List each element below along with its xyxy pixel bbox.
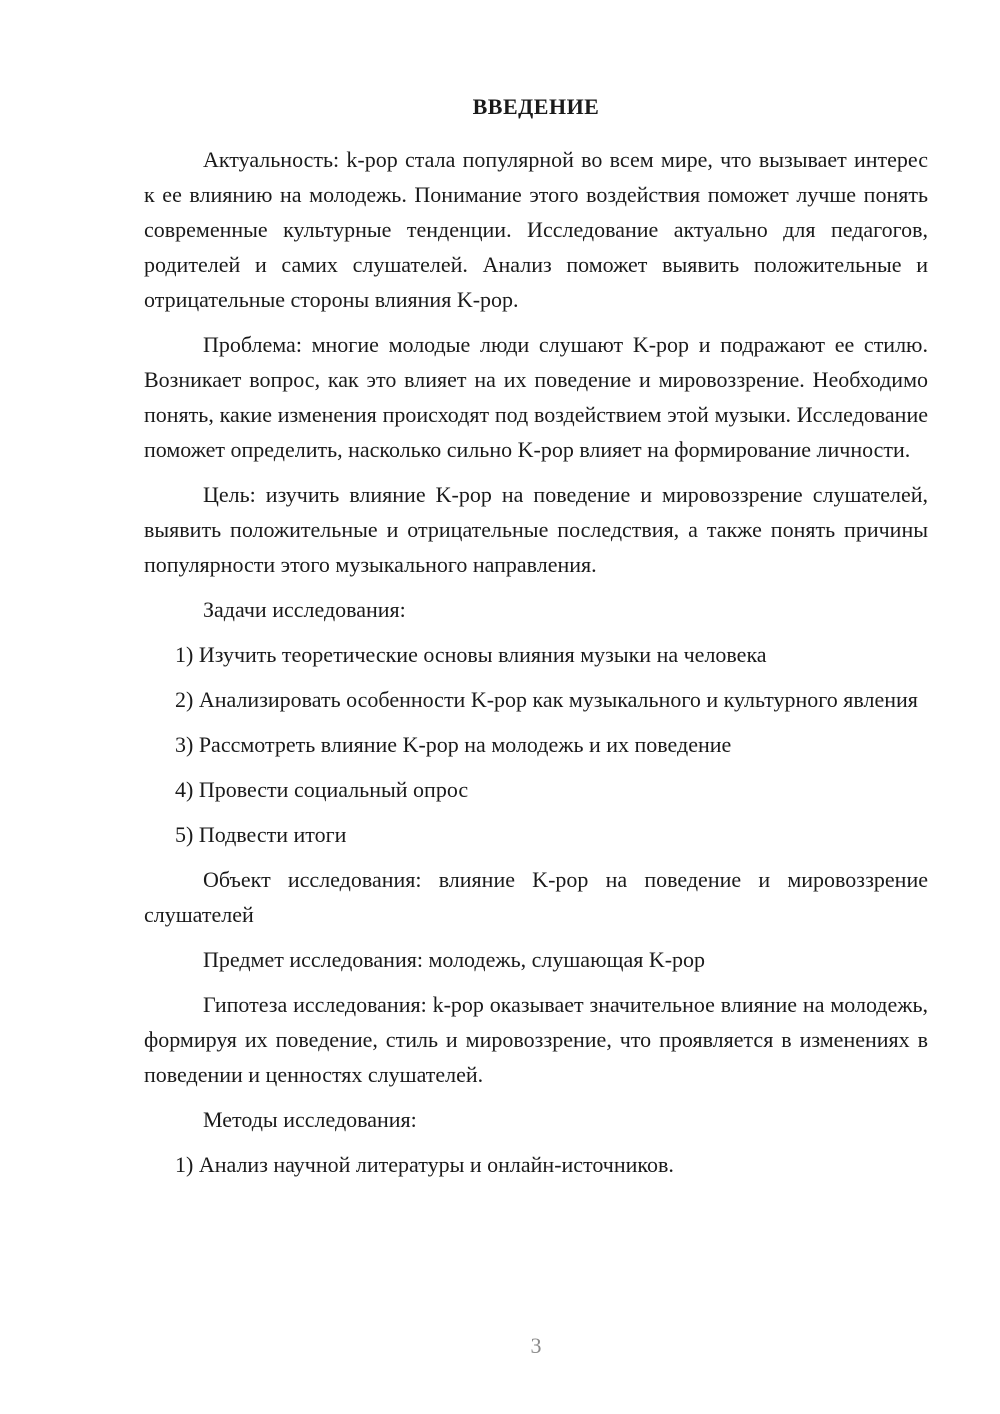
page-heading: ВВЕДЕНИЕ (472, 94, 600, 119)
relevance-paragraph: Актуальность: k-pop стала популярной во всем мире, что вызывает интерес к ее влиянию на молодежь. Понимание этого воздействия поможет лучше понять современные культурные тенденции. Исследование актуально для педагогов, родителей и самих слушателей. Анализ поможет выявить положительные и отрицательные стороны влияния K-pop. (144, 147, 928, 312)
subject-paragraph: Предмет исследования: молодежь, слушающая K-pop (203, 947, 706, 972)
goal-paragraph: Цель: изучить влияние K-pop на поведение и мировоззрение слушателей, выявить положительные и отрицательные последствия, а также понять причины популярности этого музыкального направления. (144, 482, 928, 577)
problem-paragraph: Проблема: многие молодые люди слушают K-pop и подражают ее стилю. Возникает вопрос, как это влияет на их поведение и мировоззрение. Необходимо понять, какие изменения происходят под воздействием этой музыки. Исследование поможет определить, насколько сильно K-pop влияет на формирование личности. (144, 332, 928, 462)
task-item-5: 5) Подвести итоги (175, 822, 347, 847)
body-text (144, 142, 928, 1192)
methods-title: Методы исследования: (203, 1107, 417, 1132)
page-number: 3 (530, 1333, 542, 1358)
object-paragraph: Объект исследования: влияние K-pop на поведение и мировоззрение слушателей (144, 867, 928, 927)
tasks-title: Задачи исследования: (203, 597, 406, 622)
task-item-3: 3) Рассмотреть влияние K-pop на молодежь и их поведение (175, 732, 732, 757)
hypothesis-paragraph: Гипотеза исследования: k-pop оказывает значительное влияние на молодежь, формируя их поведение, стиль и мировоззрение, что проявляется в изменениях в поведении и ценностях слушателей. (144, 992, 928, 1087)
task-item-4: 4) Провести социальный опрос (175, 777, 469, 802)
method-item-1: 1) Анализ научной литературы и онлайн-источников. (175, 1152, 674, 1177)
task-item-2: 2) Анализировать особенности K-pop как музыкального и культурного явления (175, 687, 918, 712)
task-item-1: 1) Изучить теоретические основы влияния музыки на человека (175, 642, 767, 667)
